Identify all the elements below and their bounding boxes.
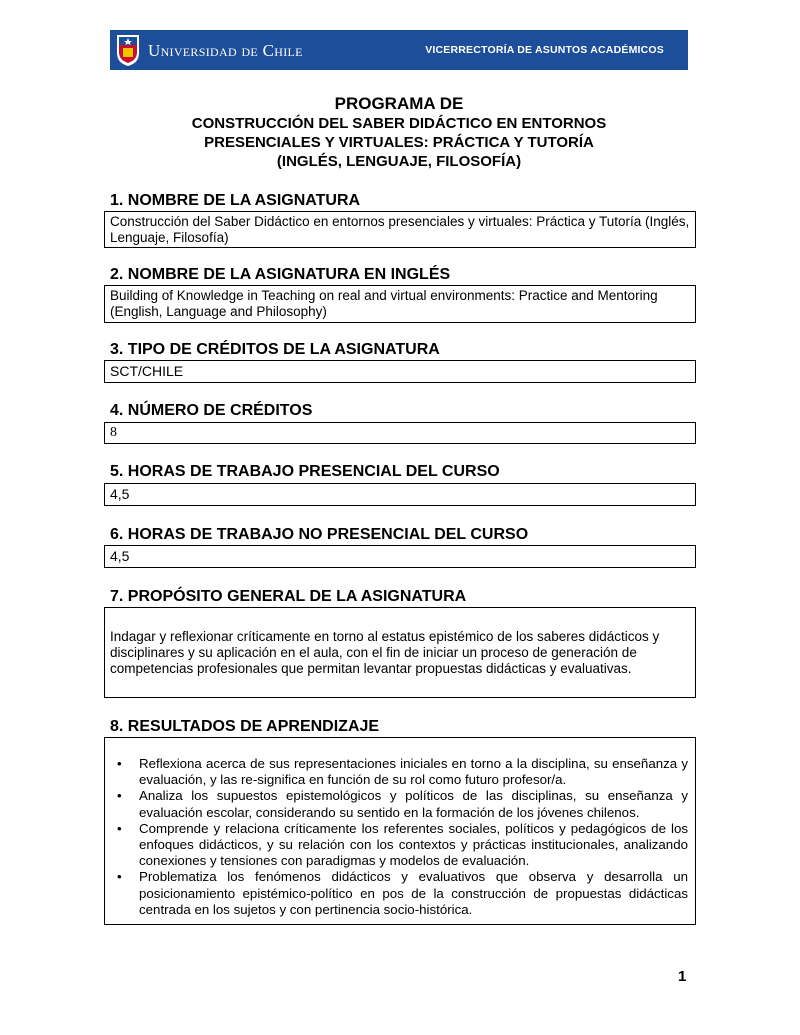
bullet-icon: • — [117, 869, 122, 885]
section-5-heading: 5. HORAS DE TRABAJO PRESENCIAL DEL CURSO — [110, 463, 500, 480]
section-6-heading: 6. HORAS DE TRABAJO NO PRESENCIAL DEL CURSO — [110, 526, 529, 543]
title-line-4: (INGLÉS, LENGUAJE, FILOSOFÍA) — [276, 153, 522, 170]
list-item — [112, 788, 688, 820]
list-item-text: Problematiza los fenómenos didácticos y evaluativos que observa y desarrolla un posicionamiento epistémico-político en pos de la construcción de propuestas didácticas centrada en los sujetos y con pertinencia socio-histórica. — [139, 869, 688, 917]
section-2-heading: 2. NOMBRE DE LA ASIGNATURA EN INGLÉS — [110, 266, 451, 283]
section-5-box: 4,5 — [104, 483, 696, 506]
section-7-heading: 7. PROPÓSITO GENERAL DE LA ASIGNATURA — [110, 588, 467, 605]
list-item-text: Analiza los supuestos epistemológicos y políticos de las disciplinas, su enseñanza y evaluación escolar, considerando su sentido en la formación de los jóvenes chilenos. — [139, 788, 688, 820]
bullet-icon: • — [117, 756, 122, 771]
title-line-2: CONSTRUCCIÓN DEL SABER DIDÁCTICO EN ENTORNOS — [191, 115, 607, 132]
section-1-heading: 1. NOMBRE DE LA ASIGNATURA — [110, 192, 361, 209]
university-name: Universidad de Chile — [148, 41, 303, 60]
section-8-box — [104, 737, 696, 925]
section-2-box: Building of Knowledge in Teaching on real and virtual environments: Practice and Mentoring (English, Language and Philosophy) — [104, 285, 696, 323]
section-8-heading: 8. RESULTADOS DE APRENDIZAJE — [110, 718, 380, 735]
office-name: VICERRECTORÍA DE ASUNTOS ACADÉMICOS — [425, 44, 664, 56]
section-3-heading: 3. TIPO DE CRÉDITOS DE LA ASIGNATURA — [110, 341, 440, 358]
bullet-icon: • — [117, 820, 122, 836]
section-3-box: SCT/CHILE — [104, 360, 696, 383]
title-line-3: PRESENCIALES Y VIRTUALES: PRÁCTICA Y TUTORÍA — [204, 134, 594, 151]
list-item — [112, 821, 688, 870]
list-item — [112, 756, 688, 788]
university-shield-icon — [116, 33, 140, 67]
document-title — [110, 94, 688, 171]
section-4-heading: 4. NÚMERO DE CRÉDITOS — [110, 402, 313, 419]
header-banner — [110, 30, 688, 70]
section-6-box: 4,5 — [104, 545, 696, 568]
list-item-text: Reflexiona acerca de sus representaciones iniciales en torno a la disciplina, su enseñanza y evaluación, y las re-significa en función de su rol como futuro profesor/a. — [139, 756, 688, 788]
section-1-box: Construcción del Saber Didáctico en entornos presenciales y virtuales: Práctica y Tutoría (Inglés, Lenguaje, Filosofía) — [104, 211, 696, 248]
list-item — [112, 869, 688, 918]
page-number: 1 — [678, 968, 687, 985]
title-line-1: PROGRAMA DE — [334, 94, 464, 113]
section-4-box: 8 — [104, 422, 696, 444]
list-item-text: Comprende y relaciona críticamente los referentes sociales, políticos y pedagógicos de los enfoques didácticos, y su relación con los contextos y prácticas institucionales, analizando conexiones y tensiones con paradigmas y modelos de evaluación. — [139, 820, 688, 869]
section-7-box: Indagar y reflexionar críticamente en torno al estatus epistémico de los saberes didácticos y disciplinares y su aplicación en el aula, con el fin de iniciar un proceso de generación de competencias profesionales que permitan levantar propuestas didácticas y evaluativas. — [104, 607, 696, 698]
bullet-icon: • — [117, 788, 122, 804]
learning-outcomes-list — [112, 756, 688, 918]
